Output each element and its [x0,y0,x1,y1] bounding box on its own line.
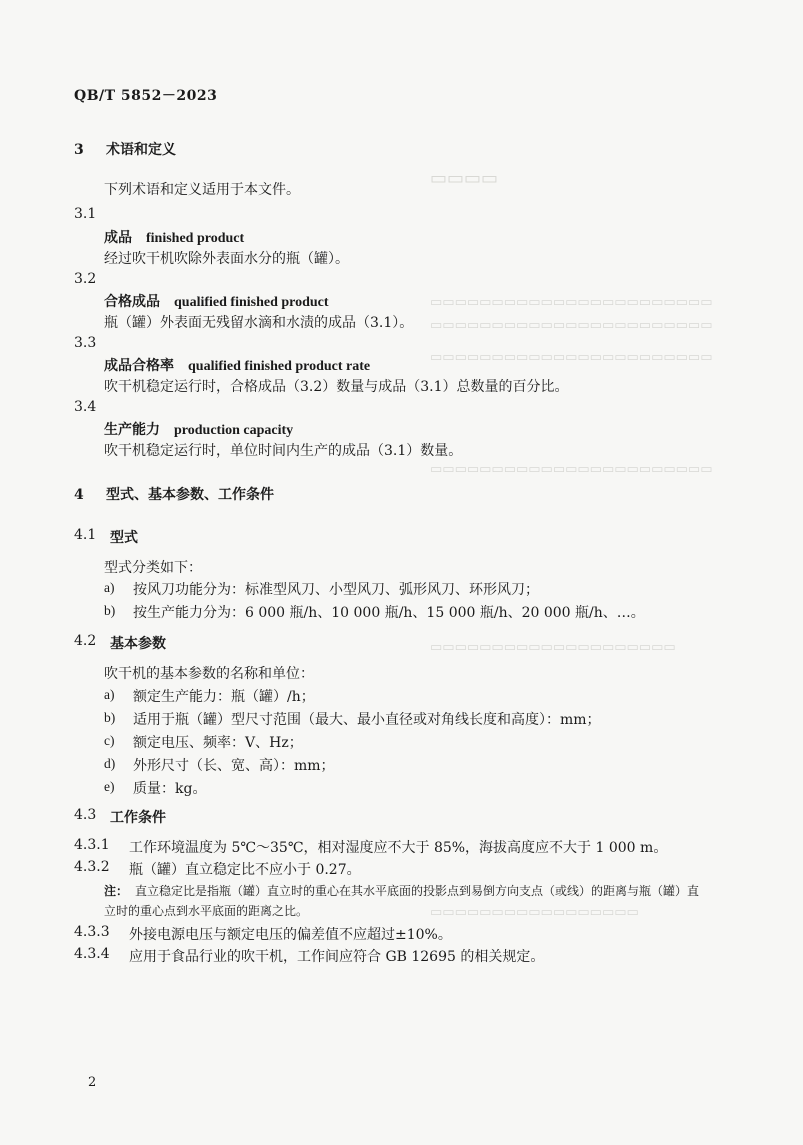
page-number: 2 [88,1075,97,1090]
term-heading [104,291,329,311]
term-number: 3.2 [74,271,97,287]
list-item-label: b) [104,710,116,725]
bleed-through-text: ▭▭▭▭▭▭▭▭▭▭▭▭▭▭▭▭▭▭▭▭▭▭▭ [430,295,713,310]
list-item-label: a) [104,580,115,595]
term-definition: 吹干机稳定运行时，单位时间内生产的成品（3.1）数量。 [104,443,463,459]
list-item-text: 外形尺寸（长、宽、高）：mm； [133,758,335,774]
term-zh: 成品 [104,230,132,246]
clause-number: 4.3.1 [74,837,110,853]
list-item-text: 额定电压、频率：V、Hz； [133,735,303,751]
section-title: 术语和定义 [106,142,176,158]
list-item-label: d) [104,756,116,771]
subsection-title: 基本参数 [110,636,166,652]
bleed-through-text: ▭▭▭▭▭▭▭▭▭▭▭▭▭▭▭▭▭▭▭▭▭▭▭ [430,462,713,477]
term-en: finished product [146,231,245,246]
clause-number: 4.3.3 [74,924,110,940]
section-number: 4 [74,487,84,503]
term-en: qualified finished product [174,295,329,310]
term-number: 3.3 [74,335,97,351]
term-definition: 经过吹干机吹除外表面水分的瓶（罐）。 [104,251,349,267]
note-text-line-1: 直立稳定比是指瓶（罐）直立时的重心在其水平底面的投影点到易倒方向支点（或线）的距离与瓶（罐）直 [135,884,700,898]
term-heading [104,419,293,439]
term-definition: 瓶（罐）外表面无残留水滴和水渍的成品（3.1）。 [104,315,414,331]
note-text-line-2: 立时的重心点到水平底面的距离之比。 [104,904,309,918]
clause-text: 工作环境温度为 5℃～35℃，相对湿度应不大于 85%，海拔高度应不大于 1 000 m。 [129,840,668,856]
term-en: qualified finished product rate [188,359,371,374]
term-en: production capacity [174,423,294,438]
term-zh: 成品合格率 [104,358,174,374]
clause-text: 外接电源电压与额定电压的偏差值不应超过±10%。 [129,927,452,943]
list-item-label: a) [104,687,115,702]
clause-text: 瓶（罐）直立稳定比不应小于 0.27。 [129,862,361,878]
list-item-label: e) [104,779,115,794]
list-item-text: 适用于瓶（罐）型尺寸范围（最大、最小直径或对角线长度和高度）：mm； [133,712,601,728]
bleed-through-text: ▭▭▭▭▭▭▭▭▭▭▭▭▭▭▭▭▭▭▭▭ [430,640,676,655]
list-item-text: 额定生产能力：瓶（罐）/h； [133,689,315,705]
term-definition: 吹干机稳定运行时，合格成品（3.2）数量与成品（3.1）总数量的百分比。 [104,379,569,395]
term-number: 3.4 [74,399,97,415]
subsection-number: 4.1 [74,527,97,543]
section-3-heading [74,139,176,159]
standard-code-header: QB/T 5852－2023 [74,88,218,104]
clause-number: 4.3.2 [74,859,110,875]
term-heading [104,355,370,375]
term-zh: 生产能力 [104,422,160,438]
note-label: 注： [104,884,129,898]
list-item-text: 按生产能力分为：6 000 瓶/h、10 000 瓶/h、15 000 瓶/h、20 000 瓶/h、…。 [133,605,645,621]
subsection-number: 4.2 [74,633,97,649]
section-4-heading [74,484,274,504]
bleed-through-text: ▭▭▭▭▭▭▭▭▭▭▭▭▭▭▭▭▭▭▭▭▭▭▭ [430,318,713,333]
subsection-title: 工作条件 [110,810,166,826]
term-number: 3.1 [74,206,97,222]
term-heading [104,227,244,247]
bleed-through-text: ▭▭▭▭▭▭▭▭▭▭▭▭▭▭▭▭▭ [430,905,639,920]
section-3-intro: 下列术语和定义适用于本文件。 [104,182,300,198]
list-item-label: c) [104,733,115,748]
bleed-through-text: ▭▭▭▭▭▭▭▭▭▭▭▭▭▭▭▭▭▭▭▭▭▭▭ [430,350,713,365]
list-item-text: 按风刀功能分为：标准型风刀、小型风刀、弧形风刀、环形风刀； [133,582,539,598]
subsection-intro: 型式分类如下： [104,560,202,576]
list-item-label: b) [104,603,116,618]
term-zh: 合格成品 [104,294,160,310]
subsection-title: 型式 [110,530,138,546]
section-number: 3 [74,142,84,158]
subsection-intro: 吹干机的基本参数的名称和单位： [104,666,314,682]
bleed-through-text: ▭▭▭▭ [430,168,499,189]
section-title: 型式、基本参数、工作条件 [106,487,274,503]
subsection-number: 4.3 [74,807,97,823]
list-item-text: 质量：kg。 [133,781,207,797]
clause-text: 应用于食品行业的吹干机，工作间应符合 GB 12695 的相关规定。 [129,949,545,965]
clause-number: 4.3.4 [74,946,110,962]
